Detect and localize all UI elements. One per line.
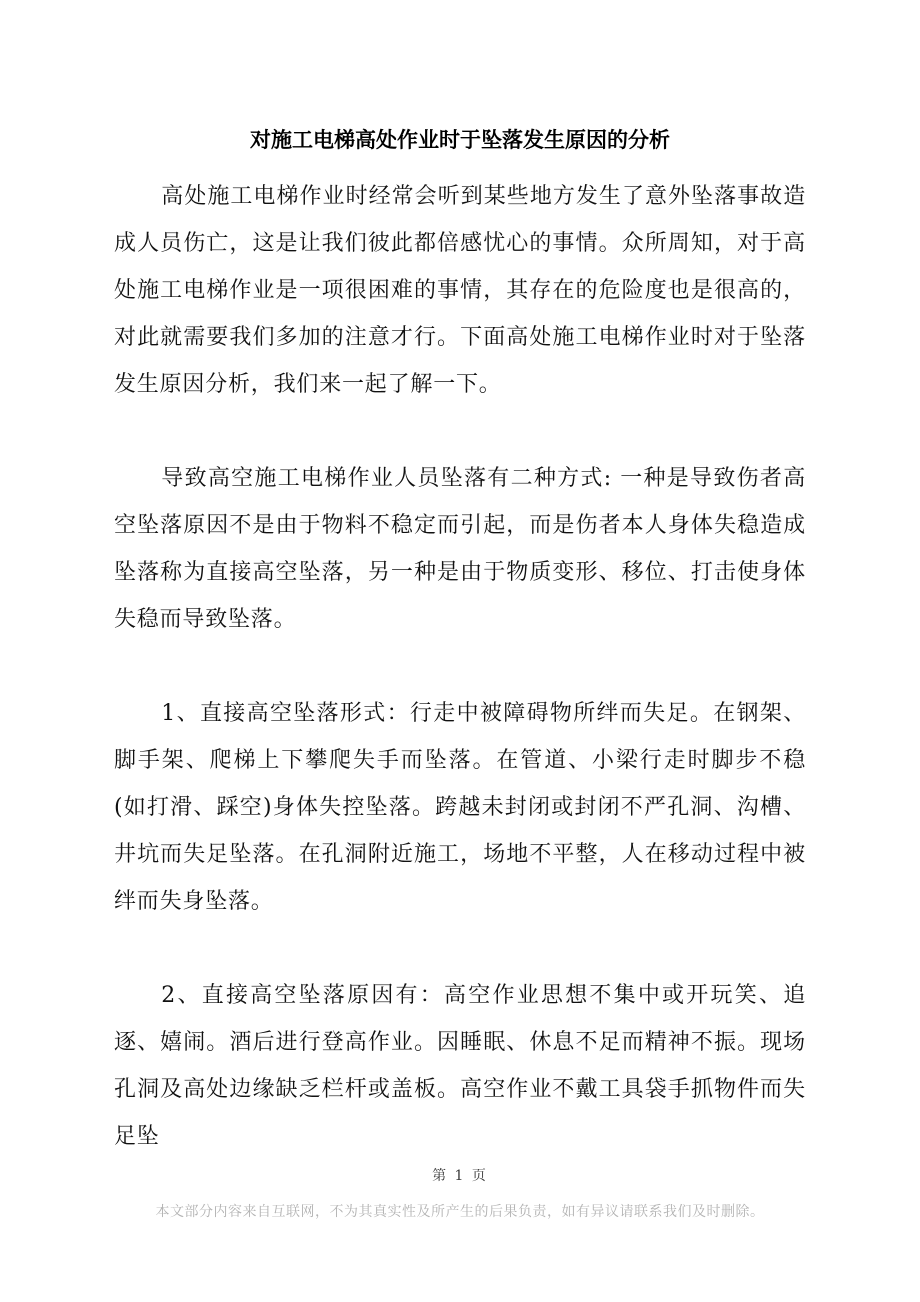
- paragraph-intro: 高处施工电梯作业时经常会听到某些地方发生了意外坠落事故造成人员伤亡，这是让我们彼此都倍感忧心的事情。众所周知，对于高处施工电梯作业是一项很困难的事情，其存在的危险度也是很高的，对此就需要我们多加的注意才行。下面高处施工电梯作业时对于坠落发生原因分析，我们来一起了解一下。: [114, 184, 806, 397]
- paragraph-two-fall-types: 导致高空施工电梯作业人员坠落有二种方式: 一种是导致伤者高空坠落原因不是由于物料不稳定而引起，而是伤者本人身体失稳造成坠落称为直接高空坠落，另一种是由于物质变形、移位、打击使身体失稳而导致坠落。: [114, 466, 806, 632]
- document-content: [114, 116, 806, 1160]
- page-number: 第 1 页: [432, 1168, 488, 1184]
- paragraph-item-2-direct-fall-causes: 2、直接高空坠落原因有：高空作业思想不集中或开玩笑、追逐、嬉闹。酒后进行登高作业。因睡眠、休息不足而精神不振。现场孔洞及高处边缘缺乏栏杆或盖板。高空作业不戴工具袋手抓物件而失足坠: [114, 983, 806, 1149]
- page-footer: [0, 1166, 920, 1222]
- disclaimer-text: 本文部分内容来自互联网，不为其真实性及所产生的后果负责，如有异议请联系我们及时删除。: [155, 1204, 765, 1220]
- document-title: 对施工电梯高处作业时于坠落发生原因的分析: [250, 127, 670, 152]
- paragraph-item-1-direct-fall-forms: 1、直接高空坠落形式：行走中被障碍物所绊而失足。在钢架、脚手架、爬梯上下攀爬失手而坠落。在管道、小梁行走时脚步不稳(如打滑、踩空)身体失控坠落。跨越未封闭或封闭不严孔洞、沟槽、井坑而失足坠落。在孔洞附近施工，场地不平整，人在移动过程中被绊而失身坠落。: [114, 701, 806, 914]
